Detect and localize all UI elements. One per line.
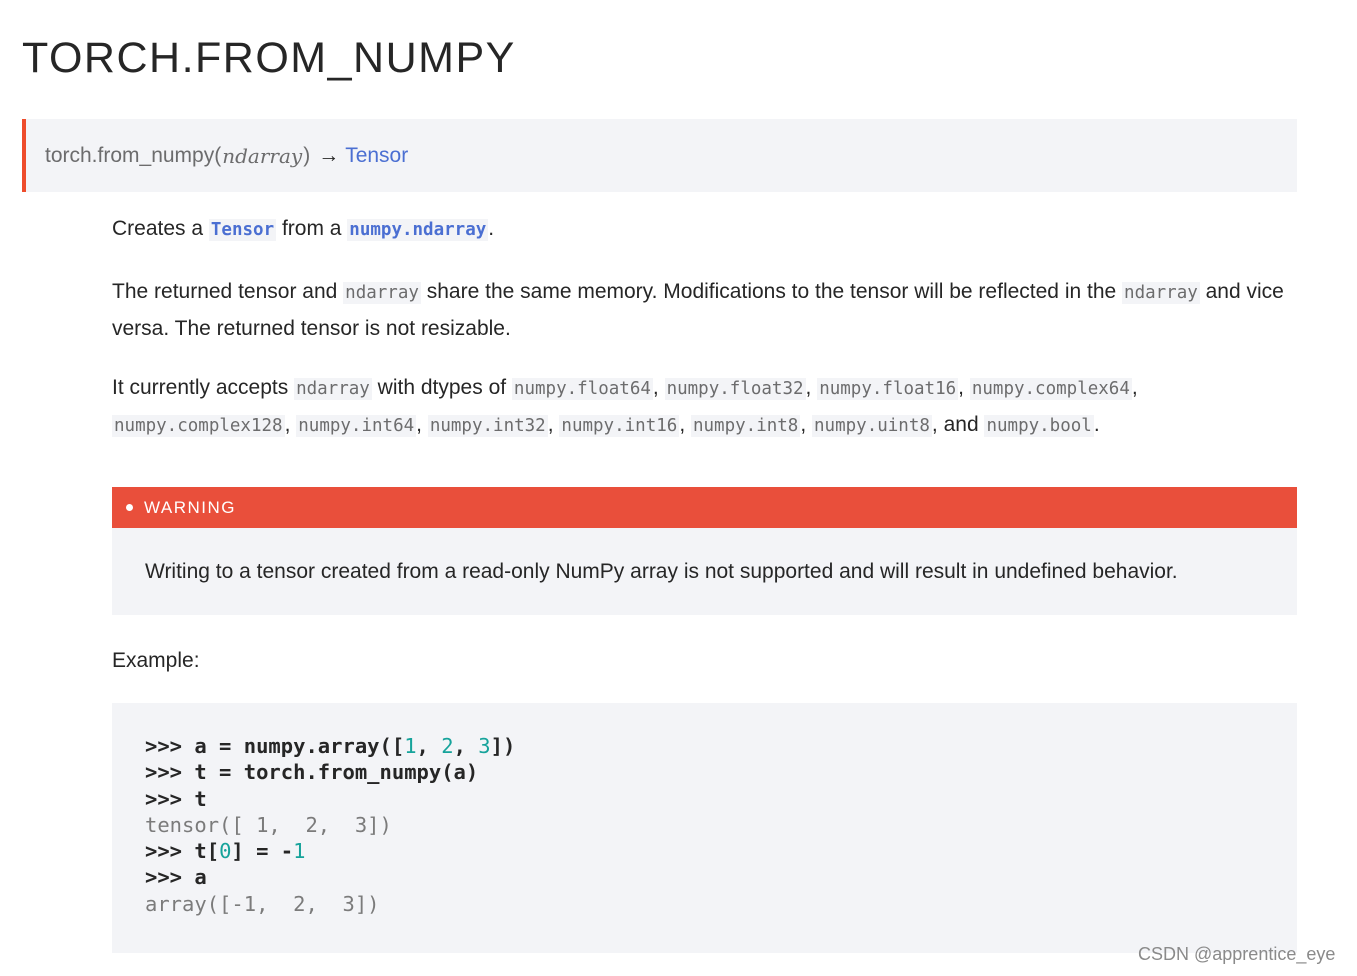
code-number: 2	[441, 734, 454, 758]
example-label: Example:	[112, 649, 200, 672]
description-paragraph-2	[112, 274, 1297, 347]
text: with dtypes of	[371, 376, 512, 399]
code-number: 1	[293, 839, 306, 864]
text: The returned tensor and	[112, 280, 344, 303]
dtype-code: numpy.uint8	[814, 416, 930, 436]
page-title: TORCH.FROM_NUMPY	[22, 34, 516, 82]
code-prompt: >>>	[145, 839, 195, 864]
dtype-separator: ,	[958, 376, 970, 399]
code-text: t = torch.from_numpy(a)	[194, 760, 479, 785]
dtype-code: numpy.complex128	[114, 416, 283, 436]
dtype-separator: , and	[931, 413, 985, 436]
description-paragraph-1	[112, 211, 1297, 248]
warning-body	[112, 528, 1297, 615]
code-text: ,	[453, 734, 479, 758]
inline-code-ndarray: ndarray	[296, 379, 370, 399]
code-prompt: >>>	[145, 734, 195, 758]
code-text: t[	[194, 839, 220, 864]
text: Creates a	[112, 217, 209, 240]
text: from a	[276, 217, 348, 240]
tensor-link[interactable]: Tensor	[210, 220, 275, 240]
code-text: a	[194, 865, 207, 890]
description-paragraph-3	[112, 370, 1297, 444]
signature-close-paren: )	[303, 143, 311, 167]
signature-open-paren: (	[214, 143, 222, 167]
dtype-code: numpy.int8	[692, 416, 799, 436]
text: and vice versa. The returned tensor is not resizable.	[112, 280, 1284, 340]
warning-label: WARNING	[144, 497, 237, 517]
dtype-separator: ,	[1131, 376, 1138, 399]
code-text: ])	[490, 734, 516, 758]
code-input-line	[145, 786, 1297, 812]
code-number: 0	[219, 839, 232, 864]
dtype-code: numpy.float32	[666, 379, 804, 399]
signature-arrow: →	[318, 143, 340, 167]
dtype-code: numpy.complex64	[971, 379, 1130, 399]
inline-code-ndarray: ndarray	[345, 283, 419, 303]
code-input-line	[145, 838, 1297, 864]
text: .	[488, 217, 495, 240]
dtype-code: numpy.float16	[819, 379, 957, 399]
text: share the same memory. Modifications to the tensor will be reflected in the	[420, 280, 1123, 303]
watermark: CSDN @apprentice_eye	[1138, 944, 1336, 964]
signature-param: ndarray	[222, 143, 303, 168]
code-output-line	[145, 891, 1297, 917]
warning-header	[112, 487, 1297, 528]
code-output-line	[145, 812, 1297, 838]
code-prompt: >>>	[145, 760, 195, 785]
code-number: 3	[478, 734, 491, 758]
warning-text: Writing to a tensor created from a read-only NumPy array is not supported and will result in undefined behavior.	[145, 559, 1178, 583]
dtype-separator: ,	[547, 413, 560, 436]
code-number: 1	[404, 734, 417, 758]
dtype-code: numpy.float64	[513, 379, 651, 399]
code-text: a = numpy.array([	[194, 734, 405, 758]
code-text: ,	[416, 734, 442, 758]
code-output: array([-1, 2, 3])	[145, 891, 380, 916]
dtype-code: numpy.int16	[561, 416, 678, 436]
code-prompt: >>>	[145, 865, 195, 890]
warning-bullet-icon	[126, 504, 133, 511]
dtype-separator: ,	[800, 413, 813, 436]
numpy-ndarray-link[interactable]: numpy.ndarray	[349, 220, 487, 240]
dtype-separator: ,	[416, 413, 428, 436]
dtype-separator: ,	[652, 376, 665, 399]
signature-function-name: torch.from_numpy	[45, 143, 215, 167]
dtype-separator: ,	[284, 413, 297, 436]
dtype-separator: ,	[679, 413, 691, 436]
dtype-code: numpy.int32	[429, 416, 546, 436]
inline-code-ndarray: ndarray	[1124, 283, 1198, 303]
code-output: tensor([ 1, 2, 3])	[145, 812, 392, 837]
code-input-line	[145, 759, 1297, 785]
return-type-link[interactable]: Tensor	[345, 143, 409, 167]
code-text: ] = -	[231, 839, 294, 864]
code-input-line	[145, 864, 1297, 890]
example-code-block	[112, 703, 1297, 953]
code-prompt: >>>	[145, 786, 195, 811]
code-text: t	[194, 786, 207, 811]
dtype-code: numpy.bool	[986, 416, 1092, 436]
dtype-separator: ,	[805, 376, 818, 399]
dtype-separator: .	[1093, 413, 1100, 436]
text: It currently accepts	[112, 376, 295, 399]
function-signature	[22, 119, 1297, 192]
code-input-line	[145, 733, 1297, 759]
dtype-code: numpy.int64	[298, 416, 415, 436]
